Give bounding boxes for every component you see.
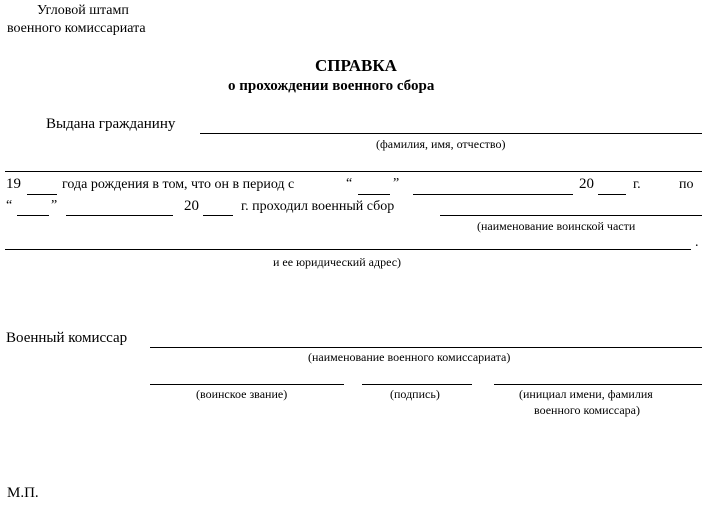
commissar-name-line[interactable] bbox=[494, 384, 702, 385]
birth-year-prefix: 19 bbox=[6, 176, 21, 192]
commissar-name-hint-1: (инициал имени, фамилия bbox=[519, 387, 653, 401]
citizen-name-line[interactable] bbox=[200, 133, 702, 134]
rank-line[interactable] bbox=[150, 384, 344, 385]
quote-open-2: “ bbox=[6, 198, 13, 213]
commissariat-name-hint: (наименование военного комиссариата) bbox=[308, 350, 511, 364]
document-subtitle: о прохождении военного сбора bbox=[228, 78, 435, 94]
quote-close-1: ” bbox=[393, 176, 400, 191]
unit-address-hint: и ее юридический адрес) bbox=[273, 255, 402, 269]
end-month-line[interactable] bbox=[66, 215, 173, 216]
stamp-line-2: военного комиссариата bbox=[7, 21, 146, 36]
start-year-g: г. bbox=[633, 177, 641, 192]
end-year-line[interactable] bbox=[203, 215, 233, 216]
citizen-name-line-2[interactable] bbox=[5, 171, 702, 172]
commissariat-name-line[interactable] bbox=[150, 347, 702, 348]
commissar-label: Военный комиссар bbox=[6, 330, 128, 346]
citizen-name-hint: (фамилия, имя, отчество) bbox=[376, 137, 506, 151]
seal-label: М.П. bbox=[7, 485, 39, 501]
start-day-line[interactable] bbox=[358, 194, 390, 195]
commissar-name-hint-2: военного комиссара) bbox=[534, 403, 640, 417]
start-month-line[interactable] bbox=[413, 194, 573, 195]
start-year-line[interactable] bbox=[598, 194, 626, 195]
quote-close-2: ” bbox=[51, 198, 58, 213]
birth-year-line[interactable] bbox=[27, 194, 57, 195]
military-unit-line[interactable] bbox=[440, 215, 702, 216]
stamp-line-1: Угловой штамп bbox=[37, 3, 129, 18]
start-year-prefix: 20 bbox=[579, 176, 594, 192]
quote-open-1: “ bbox=[346, 176, 353, 191]
signature-line[interactable] bbox=[362, 384, 472, 385]
end-day-line[interactable] bbox=[17, 215, 49, 216]
military-unit-hint: (наименование воинской части bbox=[477, 219, 636, 233]
service-text: г. проходил военный сбор bbox=[241, 199, 395, 214]
signature-hint: (подпись) bbox=[390, 387, 440, 401]
po-label: по bbox=[679, 177, 694, 192]
unit-address-line[interactable] bbox=[5, 249, 691, 250]
rank-hint: (воинское звание) bbox=[196, 387, 288, 401]
address-line-dot: . bbox=[695, 235, 699, 250]
birth-text: года рождения в том, что он в период с bbox=[62, 177, 295, 192]
document-title: СПРАВКА bbox=[315, 56, 397, 75]
issued-label: Выдана гражданину bbox=[46, 116, 176, 132]
end-year-prefix: 20 bbox=[184, 198, 199, 214]
